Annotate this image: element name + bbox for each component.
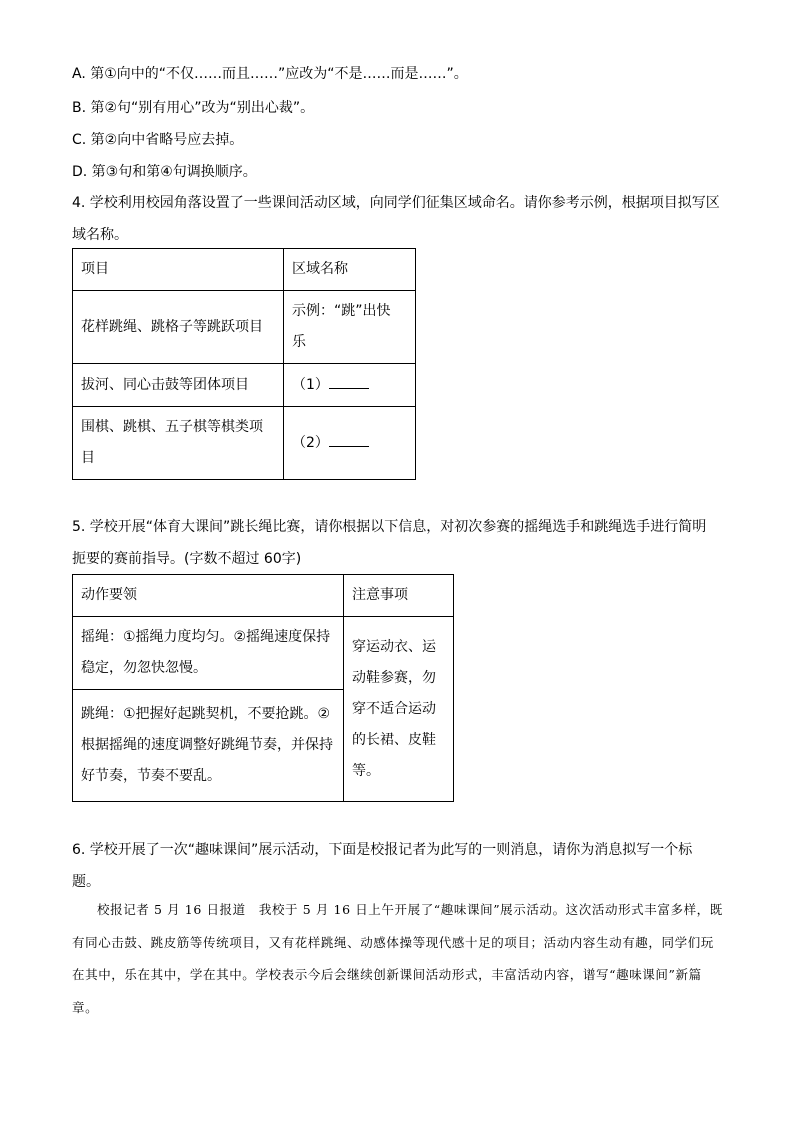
question-6-line2: 题。 [72, 874, 100, 890]
question-4-line2: 域名称。 [72, 227, 128, 243]
q4-row3-item-line1: 围棋、跳棋、五子棋等棋类项 [81, 419, 263, 435]
q5-notes-line4: 的长裙、皮鞋 [352, 731, 436, 748]
q4-row1-item: 花样跳绳、跳格子等跳跃项目 [73, 291, 284, 364]
q5-rope-jumping-line2: 根据摇绳的速度调整好跳绳节奏，并保持 [81, 737, 333, 753]
q5-table [72, 574, 454, 802]
q4-row2-answer [284, 364, 416, 407]
q5-rope-jumping [73, 690, 344, 802]
question-5-line2: 扼要的赛前指导。(字数不超过 60字) [72, 551, 302, 567]
q4-header-item: 项目 [73, 249, 284, 291]
q4-row1-example-line2: 乐 [292, 334, 306, 350]
q5-rope-swinging-line1: 摇绳：①摇绳力度均匀。②摇绳速度保持 [81, 629, 331, 645]
answer-blank-1[interactable] [329, 374, 369, 389]
q4-row1-example-line1: 示例：“跳”出快 [292, 303, 391, 319]
q5-notes-line3: 穿不适合运动 [352, 700, 436, 717]
q5-notes-line1: 穿运动衣、运 [352, 638, 436, 655]
q4-answer-2-label: （2） [292, 434, 329, 451]
q5-header-notes: 注意事项 [344, 575, 454, 617]
question-6-line1: 6. 学校开展了一次“趣味课间”展示活动，下面是校报记者为此写的一则消息，请你为消息拟写一个标 [72, 842, 693, 858]
q5-header-actions: 动作要领 [73, 575, 344, 617]
q5-rope-swinging-line2: 稳定，勿忽快忽慢。 [81, 660, 207, 676]
q4-answer-1-label: （1） [292, 376, 329, 393]
q4-row2-item: 拔河、同心击鼓等团体项目 [73, 364, 284, 407]
question-5-line1: 5. 学校开展“体育大课间”跳长绳比赛，请你根据以下信息，对初次参赛的摇绳选手和跳绳选手进行简明 [72, 519, 707, 535]
q5-rope-swinging [73, 617, 344, 690]
q5-notes-cell [344, 617, 454, 802]
q4-table [72, 248, 416, 480]
q4-row3-answer [284, 407, 416, 480]
question-4-line1: 4. 学校利用校园角落设置了一些课间活动区域，向同学们征集区域命名。请你参考示例，根据项目拟写区 [72, 195, 720, 211]
option-d: D. 第③句和第④句调换顺序。 [72, 164, 257, 180]
q4-header-name: 区域名称 [284, 249, 416, 291]
q4-row3-item [73, 407, 284, 480]
q4-row3-item-line2: 目 [81, 450, 95, 466]
q5-notes-line2: 动鞋参赛，勿 [352, 669, 436, 686]
q5-rope-jumping-line3: 好节奏，节奏不要乱。 [81, 768, 221, 784]
option-b: B. 第②句“别有用心”改为“别出心裁”。 [72, 100, 315, 116]
option-a: A. 第①向中的“不仅……而且……”应改为“不是……而是……”。 [72, 66, 468, 82]
q5-rope-jumping-line1: 跳绳：①把握好起跳契机，不要抢跳。② [81, 706, 331, 722]
q5-notes-line5: 等。 [352, 762, 380, 779]
q4-row1-example [284, 291, 416, 364]
option-c: C. 第②向中省略号应去掉。 [72, 132, 244, 148]
answer-blank-2[interactable] [329, 432, 369, 447]
news-article: 校报记者 5 月 16 日报道 我校于 5 月 16 日上午开展了“趣味课间”展示活动。这次活动形式丰富多样，既有同心击鼓、跳皮筋等传统项目，又有花样跳绳、动感体操等现代感十足的项目；活动内容生动有趣，同学们玩在其中，乐在其中，学在其中。学校表示今后会继续创新课间活动形式，丰富活动内容，谱写“趣味课间”新篇章。 [72, 902, 723, 1015]
